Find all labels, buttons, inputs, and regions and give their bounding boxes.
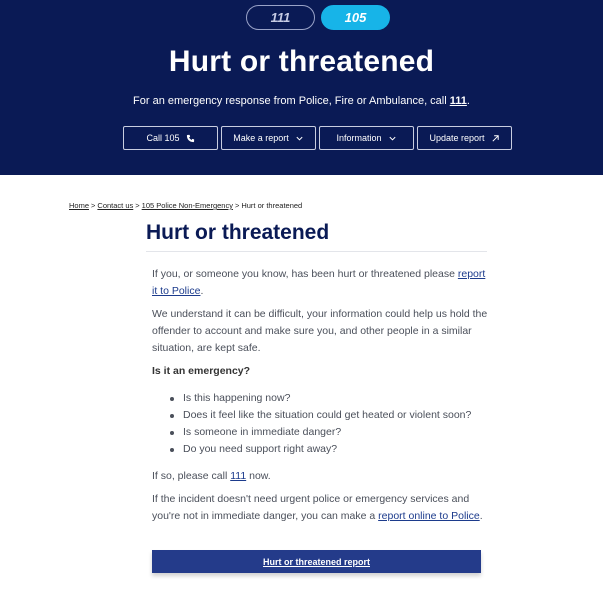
emergency-questions [152, 390, 492, 458]
call-111-inline-link[interactable]: 111 [230, 470, 247, 482]
hero-title: Hurt or threatened [168, 45, 435, 78]
hero-subtitle [0, 95, 603, 107]
breadcrumb-current: Hurt or threatened [241, 201, 303, 210]
understanding-paragraph: We understand it can be difficult, your information could help us hold the offender to account and make sure you, and other people in a similar situation, are kept safe. [152, 308, 488, 354]
report-it-link[interactable]: report it to Police [152, 268, 486, 297]
update-report-button[interactable] [417, 126, 512, 150]
list-item: Do you need support right away? [170, 441, 492, 458]
phone-icon [186, 134, 195, 143]
toggle-105-button[interactable]: 105 [321, 5, 390, 30]
breadcrumb [69, 201, 302, 210]
list-item: Does it feel like the situation could get heated or violent soon? [170, 407, 492, 424]
service-toggle [246, 5, 390, 30]
list-item: Is someone in immediate danger? [170, 424, 492, 441]
make-report-button[interactable] [221, 126, 316, 150]
hero-subtitle-end: . [466, 95, 470, 107]
update-report-label: Update report [429, 133, 485, 143]
hero-subtitle-text: For an emergency response from Police, Fire or Ambulance, call [133, 95, 450, 107]
breadcrumb-separator: > [234, 201, 240, 210]
emergency-heading: Is it an emergency? [152, 365, 251, 377]
chevron-down-icon [388, 134, 397, 143]
report-online-link[interactable]: report online to Police [378, 510, 480, 522]
chevron-down-icon [295, 134, 304, 143]
information-label: Information [336, 133, 382, 143]
page-header [0, 0, 603, 175]
list-item: Is this happening now? [170, 390, 492, 407]
toggle-111-button[interactable]: 111 [246, 5, 315, 30]
page-title: Hurt or threatened [146, 221, 330, 244]
title-divider [146, 251, 487, 252]
intro-text: If you, or someone you know, has been hurt or threatened please [152, 268, 458, 280]
call-105-button[interactable] [123, 126, 218, 150]
call-paragraph [152, 468, 492, 485]
breadcrumb-contact-us[interactable]: Contact us [97, 201, 134, 210]
call-end: now. [246, 470, 271, 482]
call-111-link[interactable]: 111 [449, 95, 467, 107]
arrow-up-right-icon [491, 134, 500, 143]
information-button[interactable] [319, 126, 414, 150]
action-bar [123, 126, 512, 150]
call-105-label: Call 105 [146, 133, 180, 143]
breadcrumb-separator: > [135, 201, 140, 210]
intro-end: . [200, 285, 204, 297]
call-text: If so, please call [152, 470, 231, 482]
main-content [152, 266, 492, 531]
online-end: . [479, 510, 483, 522]
breadcrumb-105[interactable]: 105 Police Non-Emergency [141, 201, 233, 210]
breadcrumb-separator: > [91, 201, 96, 210]
hurt-or-threatened-report-button[interactable]: Hurt or threatened report [152, 550, 481, 573]
intro-paragraph [152, 266, 492, 300]
online-text: If the incident doesn't need urgent police or emergency services and you're not in immediate danger, you can make a [152, 493, 470, 522]
breadcrumb-home[interactable]: Home [69, 201, 90, 210]
online-paragraph [152, 491, 492, 525]
make-report-label: Make a report [233, 133, 289, 143]
